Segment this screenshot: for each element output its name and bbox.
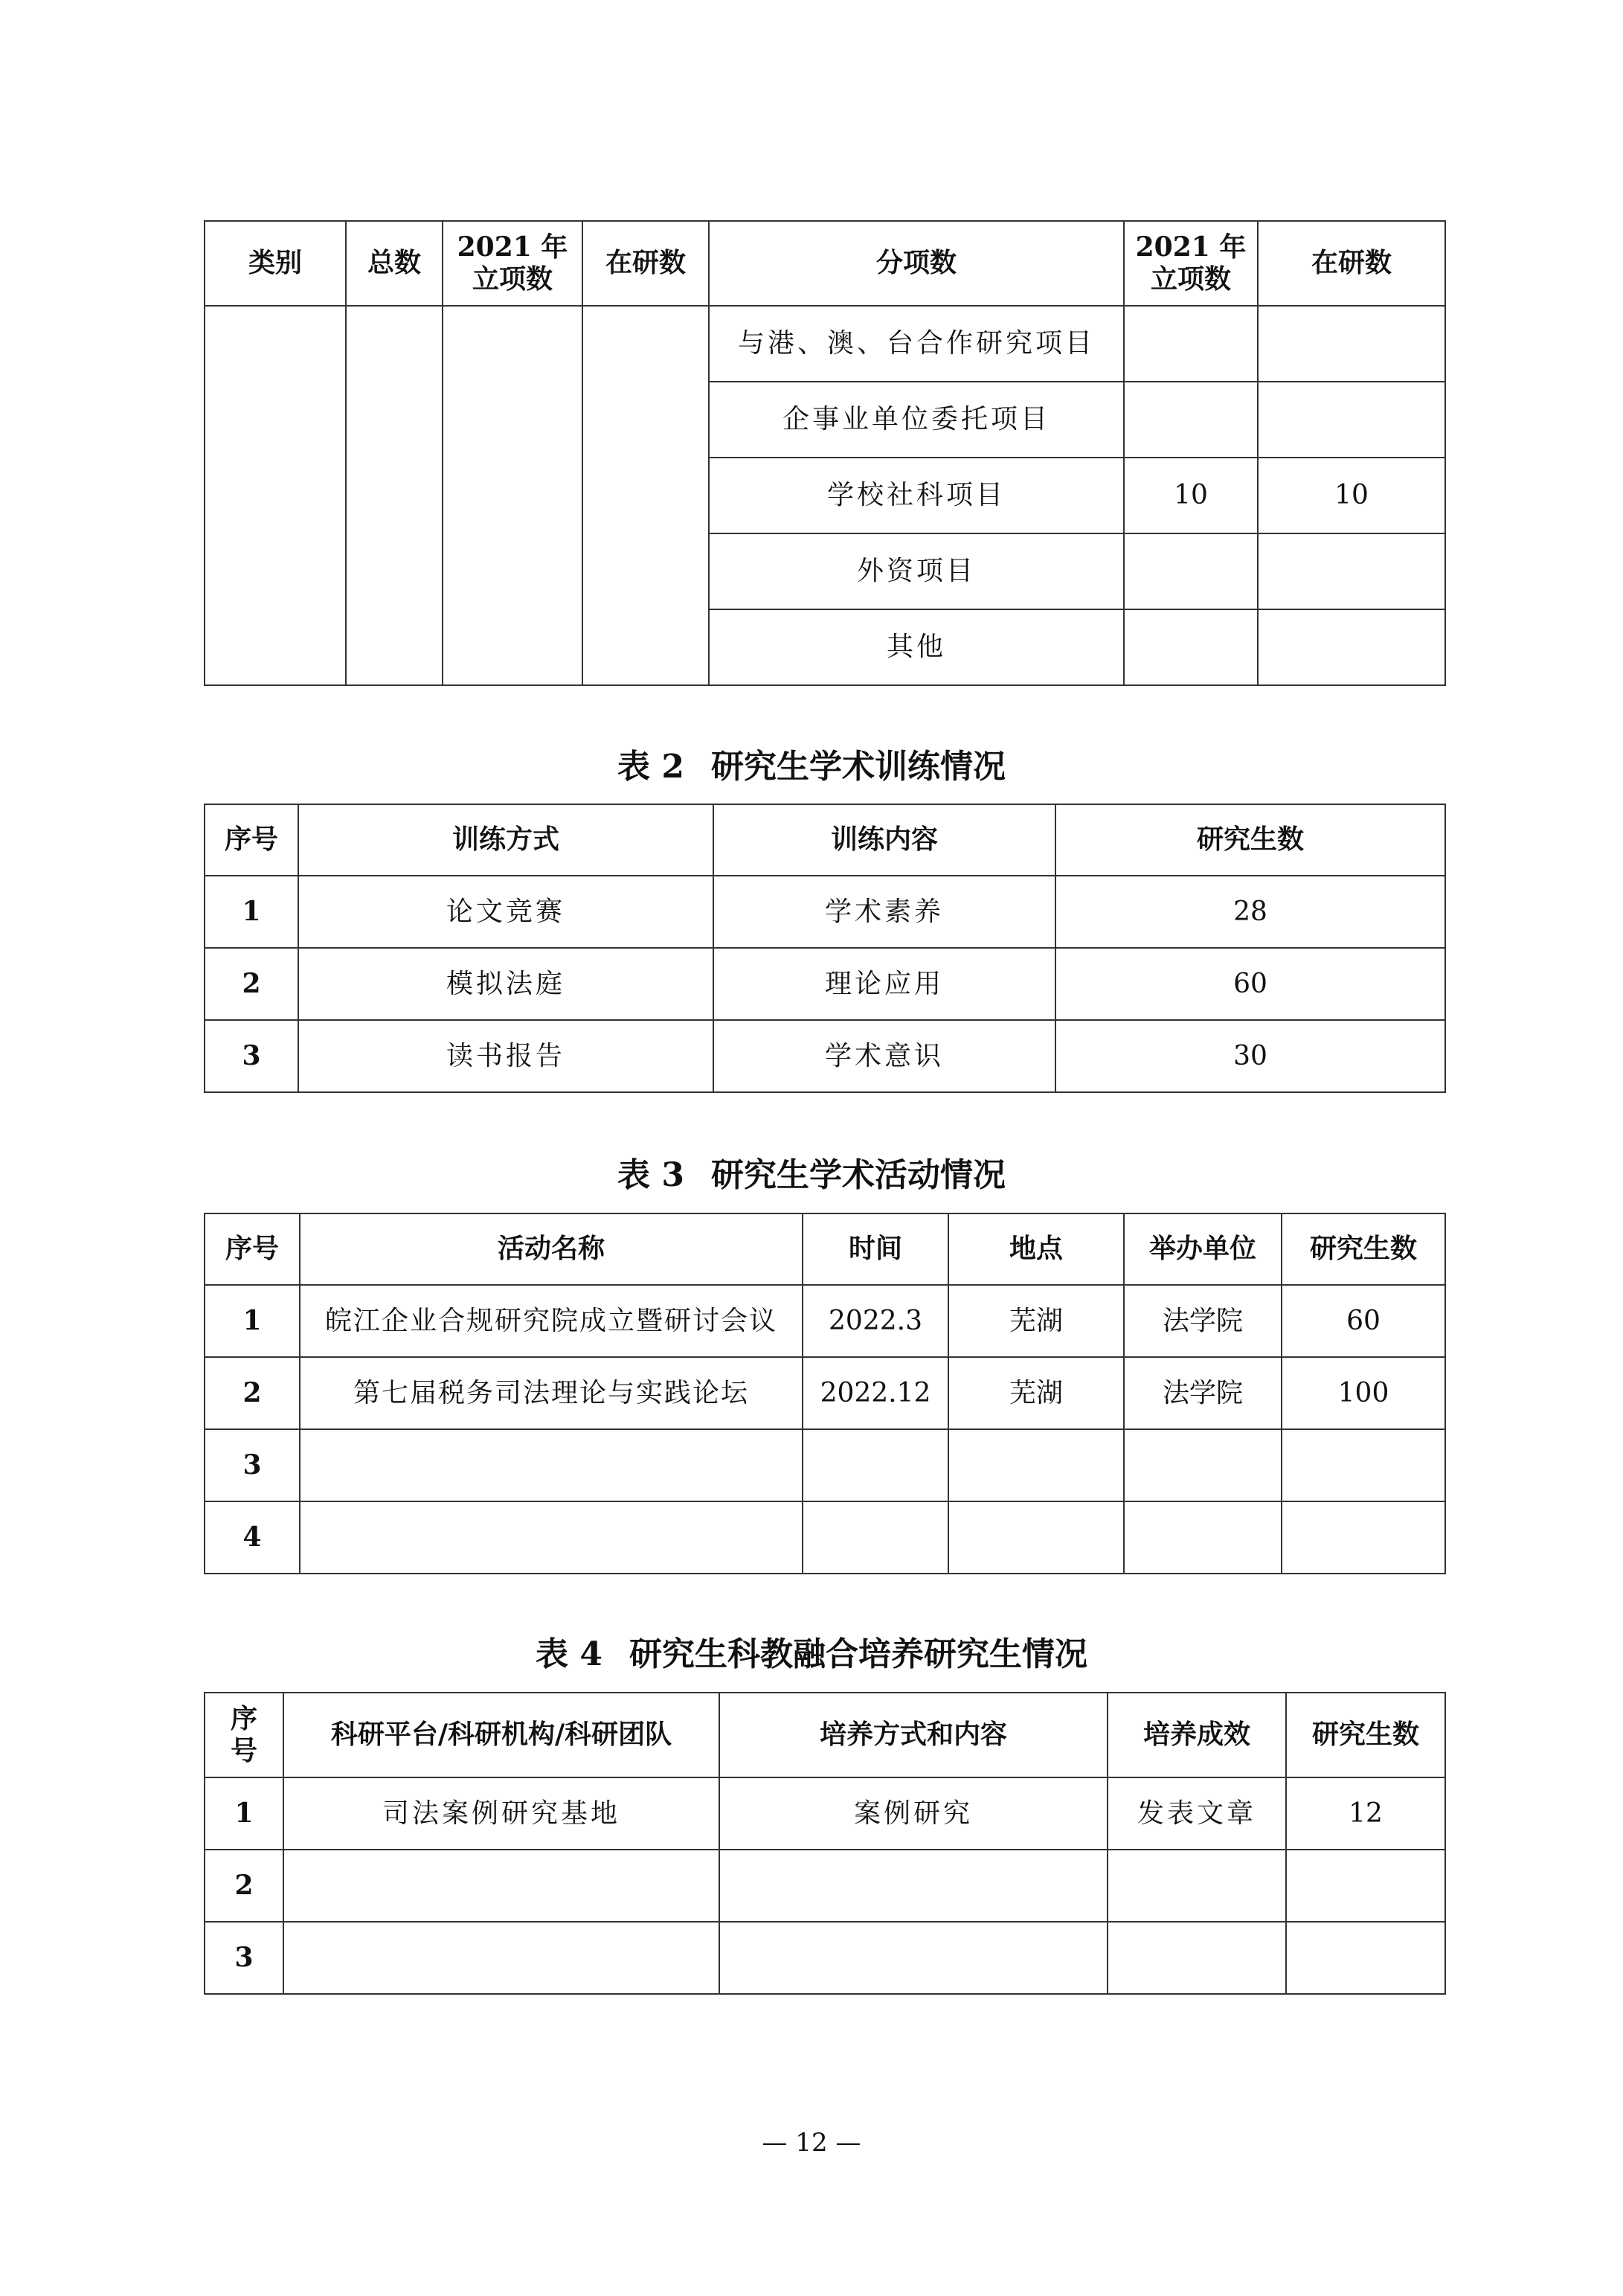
header-location: 地点 xyxy=(948,1213,1124,1285)
location-cell: 芜湖 xyxy=(948,1285,1124,1357)
location-cell xyxy=(948,1501,1124,1574)
table-row xyxy=(205,1850,1445,1922)
method-content-cell xyxy=(719,1922,1108,1994)
subitem-ongoing xyxy=(1258,609,1445,685)
header-ongoing: 在研数 xyxy=(582,221,709,306)
students-cell xyxy=(1286,1850,1445,1922)
integrated-training-table xyxy=(204,1692,1446,1995)
header-method: 训练方式 xyxy=(298,804,713,876)
subitem-name: 企事业单位委托项目 xyxy=(709,382,1124,458)
table2-caption xyxy=(0,740,1623,787)
subitem-new xyxy=(1124,533,1258,609)
subitem-new: 10 xyxy=(1124,458,1258,533)
new-cell xyxy=(443,306,582,685)
students-cell: 60 xyxy=(1055,948,1445,1020)
table-row xyxy=(205,876,1445,948)
seq-cell: 2 xyxy=(205,1850,283,1922)
table4-caption-text: 研究生科教融合培养研究生情况 xyxy=(629,1635,1087,1673)
activity-cell xyxy=(300,1501,803,1574)
table-row xyxy=(205,1285,1445,1357)
method-cell: 论文竞赛 xyxy=(298,876,713,948)
table4-caption xyxy=(0,1627,1623,1675)
table-row xyxy=(205,948,1445,1020)
header-seq: 序号 xyxy=(205,1213,300,1285)
subitem-name: 与港、澳、台合作研究项目 xyxy=(709,306,1124,382)
students-cell: 30 xyxy=(1055,1020,1445,1092)
students-cell: 12 xyxy=(1286,1777,1445,1850)
header-subitems: 分项数 xyxy=(709,221,1124,306)
students-cell xyxy=(1282,1429,1445,1501)
seq-cell: 1 xyxy=(205,1777,283,1850)
table-row xyxy=(205,1501,1445,1574)
subitem-new xyxy=(1124,609,1258,685)
table-row xyxy=(205,1429,1445,1501)
header-activity: 活动名称 xyxy=(300,1213,803,1285)
table2-caption-text: 研究生学术训练情况 xyxy=(710,748,1006,786)
header-content: 训练内容 xyxy=(713,804,1055,876)
category-cell xyxy=(205,306,346,685)
outcome-cell xyxy=(1108,1850,1286,1922)
header-seq: 序 号 xyxy=(205,1693,283,1777)
table-header-row xyxy=(205,1693,1445,1777)
table2-caption-number: 表 2 xyxy=(617,748,684,786)
outcome-cell xyxy=(1108,1922,1286,1994)
table4-caption-number: 表 4 xyxy=(536,1635,602,1673)
content-cell: 学术意识 xyxy=(713,1020,1055,1092)
header-students: 研究生数 xyxy=(1282,1213,1445,1285)
header-seq: 序号 xyxy=(205,804,298,876)
table-header-row xyxy=(205,221,1445,306)
header-method-content: 培养方式和内容 xyxy=(719,1693,1108,1777)
ongoing-cell xyxy=(582,306,709,685)
seq-cell: 3 xyxy=(205,1020,298,1092)
subitem-new xyxy=(1124,306,1258,382)
students-cell: 100 xyxy=(1282,1357,1445,1429)
header-organizer: 举办单位 xyxy=(1124,1213,1282,1285)
research-projects-table xyxy=(204,220,1446,686)
header-platform: 科研平台/科研机构/科研团队 xyxy=(283,1693,719,1777)
subitem-ongoing xyxy=(1258,306,1445,382)
subitem-name: 其他 xyxy=(709,609,1124,685)
seq-cell: 4 xyxy=(205,1501,300,1574)
table3-caption-text: 研究生学术活动情况 xyxy=(710,1156,1006,1194)
table-row xyxy=(205,1020,1445,1092)
subitem-name: 外资项目 xyxy=(709,533,1124,609)
method-cell: 读书报告 xyxy=(298,1020,713,1092)
activity-cell: 皖江企业合规研究院成立暨研讨会议 xyxy=(300,1285,803,1357)
table-header-row xyxy=(205,1213,1445,1285)
content-cell: 学术素养 xyxy=(713,876,1055,948)
table-row xyxy=(205,1922,1445,1994)
table3-caption xyxy=(0,1148,1623,1196)
organizer-cell: 法学院 xyxy=(1124,1357,1282,1429)
time-cell: 2022.12 xyxy=(803,1357,948,1429)
header-2021-new-sub: 2021 年 立项数 xyxy=(1124,221,1258,306)
table-row xyxy=(205,1357,1445,1429)
header-total: 总数 xyxy=(346,221,443,306)
activity-cell: 第七届税务司法理论与实践论坛 xyxy=(300,1357,803,1429)
method-content-cell: 案例研究 xyxy=(719,1777,1108,1850)
students-cell: 60 xyxy=(1282,1285,1445,1357)
seq-cell: 2 xyxy=(205,1357,300,1429)
students-cell xyxy=(1282,1501,1445,1574)
organizer-cell xyxy=(1124,1501,1282,1574)
table-header-row xyxy=(205,804,1445,876)
table-row xyxy=(205,306,1445,382)
method-content-cell xyxy=(719,1850,1108,1922)
subitem-ongoing xyxy=(1258,533,1445,609)
method-cell: 模拟法庭 xyxy=(298,948,713,1020)
table-row xyxy=(205,1777,1445,1850)
seq-cell: 1 xyxy=(205,1285,300,1357)
academic-activities-table xyxy=(204,1213,1446,1574)
time-cell xyxy=(803,1429,948,1501)
seq-cell: 1 xyxy=(205,876,298,948)
platform-cell: 司法案例研究基地 xyxy=(283,1777,719,1850)
students-cell xyxy=(1286,1922,1445,1994)
page-number: — 12 — xyxy=(762,2128,861,2158)
outcome-cell: 发表文章 xyxy=(1108,1777,1286,1850)
seq-cell: 2 xyxy=(205,948,298,1020)
students-cell: 28 xyxy=(1055,876,1445,948)
activity-cell xyxy=(300,1429,803,1501)
time-cell xyxy=(803,1501,948,1574)
header-outcome: 培养成效 xyxy=(1108,1693,1286,1777)
subitem-name: 学校社科项目 xyxy=(709,458,1124,533)
total-cell xyxy=(346,306,443,685)
header-category: 类别 xyxy=(205,221,346,306)
header-2021-new: 2021 年 立项数 xyxy=(443,221,582,306)
header-ongoing-sub: 在研数 xyxy=(1258,221,1445,306)
seq-cell: 3 xyxy=(205,1429,300,1501)
subitem-new xyxy=(1124,382,1258,458)
header-students: 研究生数 xyxy=(1286,1693,1445,1777)
location-cell xyxy=(948,1429,1124,1501)
platform-cell xyxy=(283,1922,719,1994)
subitem-ongoing xyxy=(1258,382,1445,458)
academic-training-table xyxy=(204,804,1446,1093)
location-cell: 芜湖 xyxy=(948,1357,1124,1429)
content-cell: 理论应用 xyxy=(713,948,1055,1020)
header-time: 时间 xyxy=(803,1213,948,1285)
organizer-cell xyxy=(1124,1429,1282,1501)
platform-cell xyxy=(283,1850,719,1922)
header-students: 研究生数 xyxy=(1055,804,1445,876)
table3-caption-number: 表 3 xyxy=(617,1156,684,1194)
time-cell: 2022.3 xyxy=(803,1285,948,1357)
seq-cell: 3 xyxy=(205,1922,283,1994)
organizer-cell: 法学院 xyxy=(1124,1285,1282,1357)
subitem-ongoing: 10 xyxy=(1258,458,1445,533)
